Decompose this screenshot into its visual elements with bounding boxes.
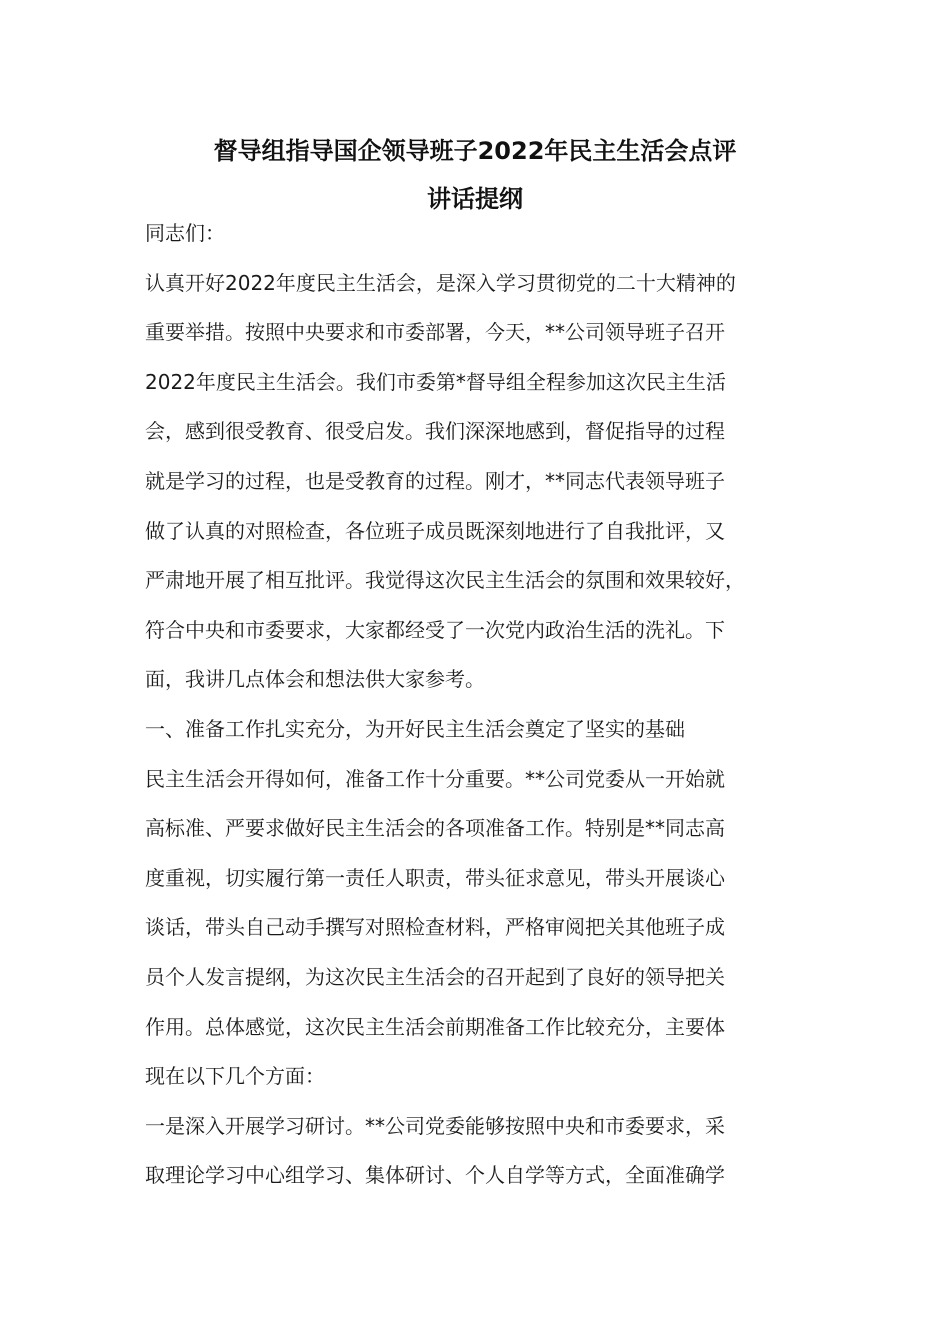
document-title: 督导组指导国企领导班子2022年民主生活会点评 [213,137,737,165]
salutation: 同志们： [145,221,225,245]
paragraph-line: 重要举措。按照中央要求和市委部署，今天，**公司领导班子召开 [145,320,725,345]
paragraph-line: 就是学习的过程，也是受教育的过程。刚才，**同志代表领导班子 [145,468,725,493]
paragraph-line: 度重视，切实履行第一责任人职责，带头征求意见，带头开展谈心 [145,865,725,890]
paragraph-line: 作用。总体感觉，这次民主生活会前期准备工作比较充分，主要体 [145,1014,725,1039]
paragraph-line: 员个人发言提纲，为这次民主生活会的召开起到了良好的领导把关 [145,964,725,989]
section-heading: 一、准备工作扎实充分，为开好民主生活会奠定了坚实的基础 [145,716,685,741]
paragraph-line: 认真开好2022年度民主生活会，是深入学习贯彻党的二十大精神的 [145,270,736,295]
paragraph-line: 2022年度民主生活会。我们市委第*督导组全程参加这次民主生活 [145,369,726,394]
paragraph-line: 符合中央和市委要求，大家都经受了一次党内政治生活的洗礼。下 [145,617,725,642]
paragraph-line: 谈话，带头自己动手撰写对照检查材料，严格审阅把关其他班子成 [145,915,725,940]
paragraph-line: 会，感到很受教育、很受启发。我们深深地感到，督促指导的过程 [145,419,725,444]
paragraph-line: 面，我讲几点体会和想法供大家参考。 [145,667,485,692]
paragraph-line: 民主生活会开得如何，准备工作十分重要。**公司党委从一开始就 [145,766,725,791]
paragraph-line: 取理论学习中心组学习、集体研讨、个人自学等方式，全面准确学 [145,1163,725,1188]
paragraph-line: 现在以下几个方面： [145,1064,325,1089]
paragraph-line: 高标准、严要求做好民主生活会的各项准备工作。特别是**同志高 [145,816,725,841]
paragraph-line: 严肃地开展了相互批评。我觉得这次民主生活会的氛围和效果较好， [145,568,745,593]
document-subtitle: 讲话提纲 [427,185,523,213]
paragraph-line: 做了认真的对照检查，各位班子成员既深刻地进行了自我批评，又 [145,518,725,543]
paragraph-line: 一是深入开展学习研讨。**公司党委能够按照中央和市委要求，采 [145,1113,725,1138]
document-body [145,209,815,1201]
